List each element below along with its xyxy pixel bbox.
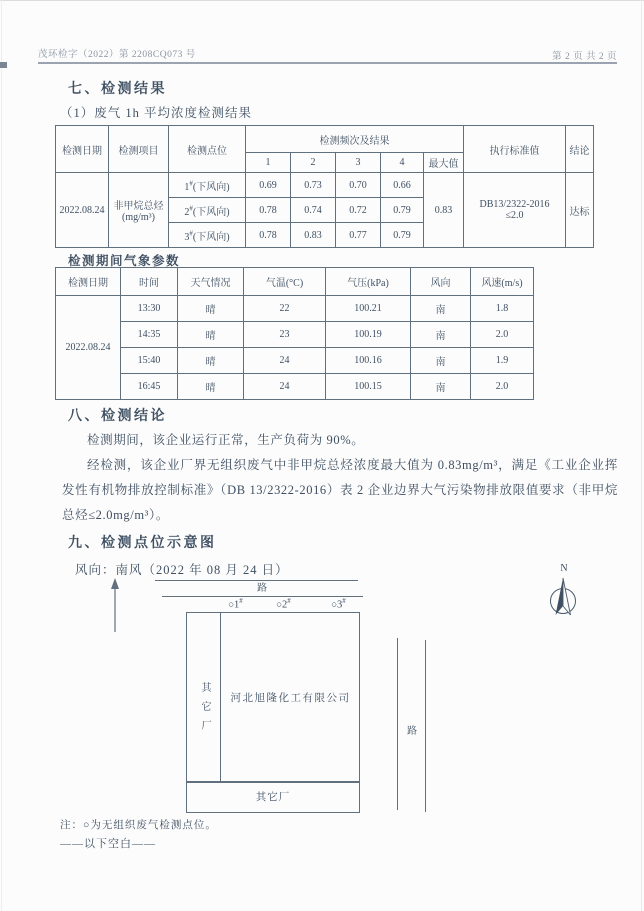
blank-below-marker: ——以下空白—— (60, 838, 156, 850)
section8-heading: 八、检测结论 (68, 409, 167, 424)
cell-time: 16:45 (121, 374, 178, 400)
col-header-date: 检测日期 (56, 268, 121, 296)
monitoring-point-2: ○2# (276, 597, 291, 611)
road-right-line-1 (397, 638, 398, 810)
cell-value: 0.74 (291, 198, 336, 223)
monitoring-point-1: ○1# (228, 597, 243, 611)
cell-value: 0.78 (246, 223, 291, 248)
cell-value: 0.70 (336, 173, 381, 198)
cell-wind-dir: 南 (411, 322, 471, 348)
cell-point: 2#(下风向) (169, 198, 246, 223)
road-right-label: 路 (407, 726, 417, 737)
header-rule (38, 62, 617, 64)
cell-value: 0.78 (246, 198, 291, 223)
col-header-wind-dir: 风向 (411, 268, 471, 296)
cell-temp: 24 (244, 348, 326, 374)
cell-point: 3#(下风向) (169, 223, 246, 248)
col-header-item: 检测项目 (109, 126, 169, 173)
monitoring-point-3: ○3# (331, 597, 346, 611)
cell-wind-speed: 1.9 (471, 348, 534, 374)
col-header-conclusion: 结论 (566, 126, 594, 173)
section7-subtitle2: 检测期间气象参数 (68, 254, 181, 268)
north-compass-icon (540, 573, 586, 631)
cell-value: 0.77 (336, 223, 381, 248)
cell-value: 0.69 (246, 173, 291, 198)
cell-weather: 晴 (178, 322, 244, 348)
cell-time: 13:30 (121, 296, 178, 322)
cell-wind-dir: 南 (411, 374, 471, 400)
table-row (56, 322, 534, 348)
col-header-max: 最大值 (424, 153, 464, 173)
cell-value: 0.72 (336, 198, 381, 223)
conclusion-paragraph-1: 检测期间，该企业运行正常，生产负荷为 90%。 (87, 433, 365, 447)
section7-subtitle1: （1）废气 1h 平均浓度检测结果 (60, 106, 253, 120)
table-row (56, 374, 534, 400)
cell-temp: 23 (244, 322, 326, 348)
col-header-weather: 天气情况 (178, 268, 244, 296)
cell-value: 0.79 (381, 223, 424, 248)
cell-value: 0.73 (291, 173, 336, 198)
emission-results-table (55, 125, 594, 248)
cell-value: 0.83 (291, 223, 336, 248)
page-indicator: 第 2 页 共 2 页 (552, 52, 617, 62)
cell-time: 14:35 (121, 322, 178, 348)
col-header-temp: 气温(°C) (244, 268, 326, 296)
section9-heading: 九、检测点位示意图 (68, 536, 217, 551)
table-row (56, 173, 594, 198)
cell-temp: 24 (244, 374, 326, 400)
road-right-line-2 (425, 640, 426, 812)
scan-edge-top (0, 0, 644, 1)
cell-pressure: 100.16 (326, 348, 411, 374)
table-row (56, 296, 534, 322)
col-header-standard: 执行标准值 (464, 126, 566, 173)
cell-value: 0.66 (381, 173, 424, 198)
cell-conclusion: 达标 (566, 173, 594, 248)
cell-date: 2022.08.24 (56, 173, 109, 248)
cell-pressure: 100.19 (326, 322, 411, 348)
col-header-freq-2: 2 (291, 153, 336, 173)
col-header-time: 时间 (121, 268, 178, 296)
cell-pressure: 100.21 (326, 296, 411, 322)
col-header-freq-4: 4 (381, 153, 424, 173)
site-layout-diagram (0, 560, 644, 816)
cell-pressure: 100.15 (326, 374, 411, 400)
cell-item: 非甲烷总烃 (mg/m³) (109, 173, 169, 248)
road-top-line-1 (155, 580, 358, 581)
doc-number: 茂环检字（2022）第 2208CQ073 号 (38, 50, 196, 60)
compass-north-label: N (560, 563, 568, 574)
conclusion-paragraph-2: 经检测，该企业厂界无组织废气中非甲烷总烃浓度最大值为 0.83mg/m³，满足《工业企业挥发性有机物排放控制标准》（DB 13/2322-2016）表 2 企业边界大气污染物排放限值要求（非甲烷总烃≤2.0mg/m³）。 (62, 458, 618, 522)
col-header-date: 检测日期 (56, 126, 109, 173)
company-label: 河北旭隆化工有限公司 (230, 693, 351, 704)
col-header-frequency-group: 检测频次及结果 (246, 126, 464, 153)
col-header-freq-3: 3 (336, 153, 381, 173)
col-header-pressure: 气压(kPa) (326, 268, 411, 296)
cell-wind-speed: 2.0 (471, 322, 534, 348)
bottom-factory-strip: 其它厂 (186, 782, 360, 813)
weather-table (55, 267, 534, 400)
cell-standard: DB13/2322-2016 ≤2.0 (464, 173, 566, 248)
cell-weather: 晴 (178, 374, 244, 400)
wind-direction-note: 风向：南风（2022 年 08 月 24 日） (75, 563, 289, 577)
wind-direction-arrow-icon (107, 576, 123, 636)
cell-time: 15:40 (121, 348, 178, 374)
col-header-wind-speed: 风速(m/s) (471, 268, 534, 296)
section7-heading: 七、检测结果 (68, 82, 167, 97)
road-top-label: 路 (257, 583, 267, 594)
cell-max: 0.83 (424, 173, 464, 248)
cell-weather: 晴 (178, 296, 244, 322)
left-factory-label: 其它厂 (199, 682, 210, 739)
cell-weather: 晴 (178, 348, 244, 374)
scan-artifact (0, 62, 7, 68)
col-header-point: 检测点位 (169, 126, 246, 173)
diagram-note: 注：○为无组织废气检测点位。 (60, 820, 217, 831)
cell-date: 2022.08.24 (56, 296, 121, 400)
table-row (56, 348, 534, 374)
col-header-freq-1: 1 (246, 153, 291, 173)
cell-wind-speed: 1.8 (471, 296, 534, 322)
cell-wind-speed: 2.0 (471, 374, 534, 400)
cell-wind-dir: 南 (411, 296, 471, 322)
cell-point: 1#(下风向) (169, 173, 246, 198)
cell-value: 0.79 (381, 198, 424, 223)
cell-temp: 22 (244, 296, 326, 322)
cell-wind-dir: 南 (411, 348, 471, 374)
